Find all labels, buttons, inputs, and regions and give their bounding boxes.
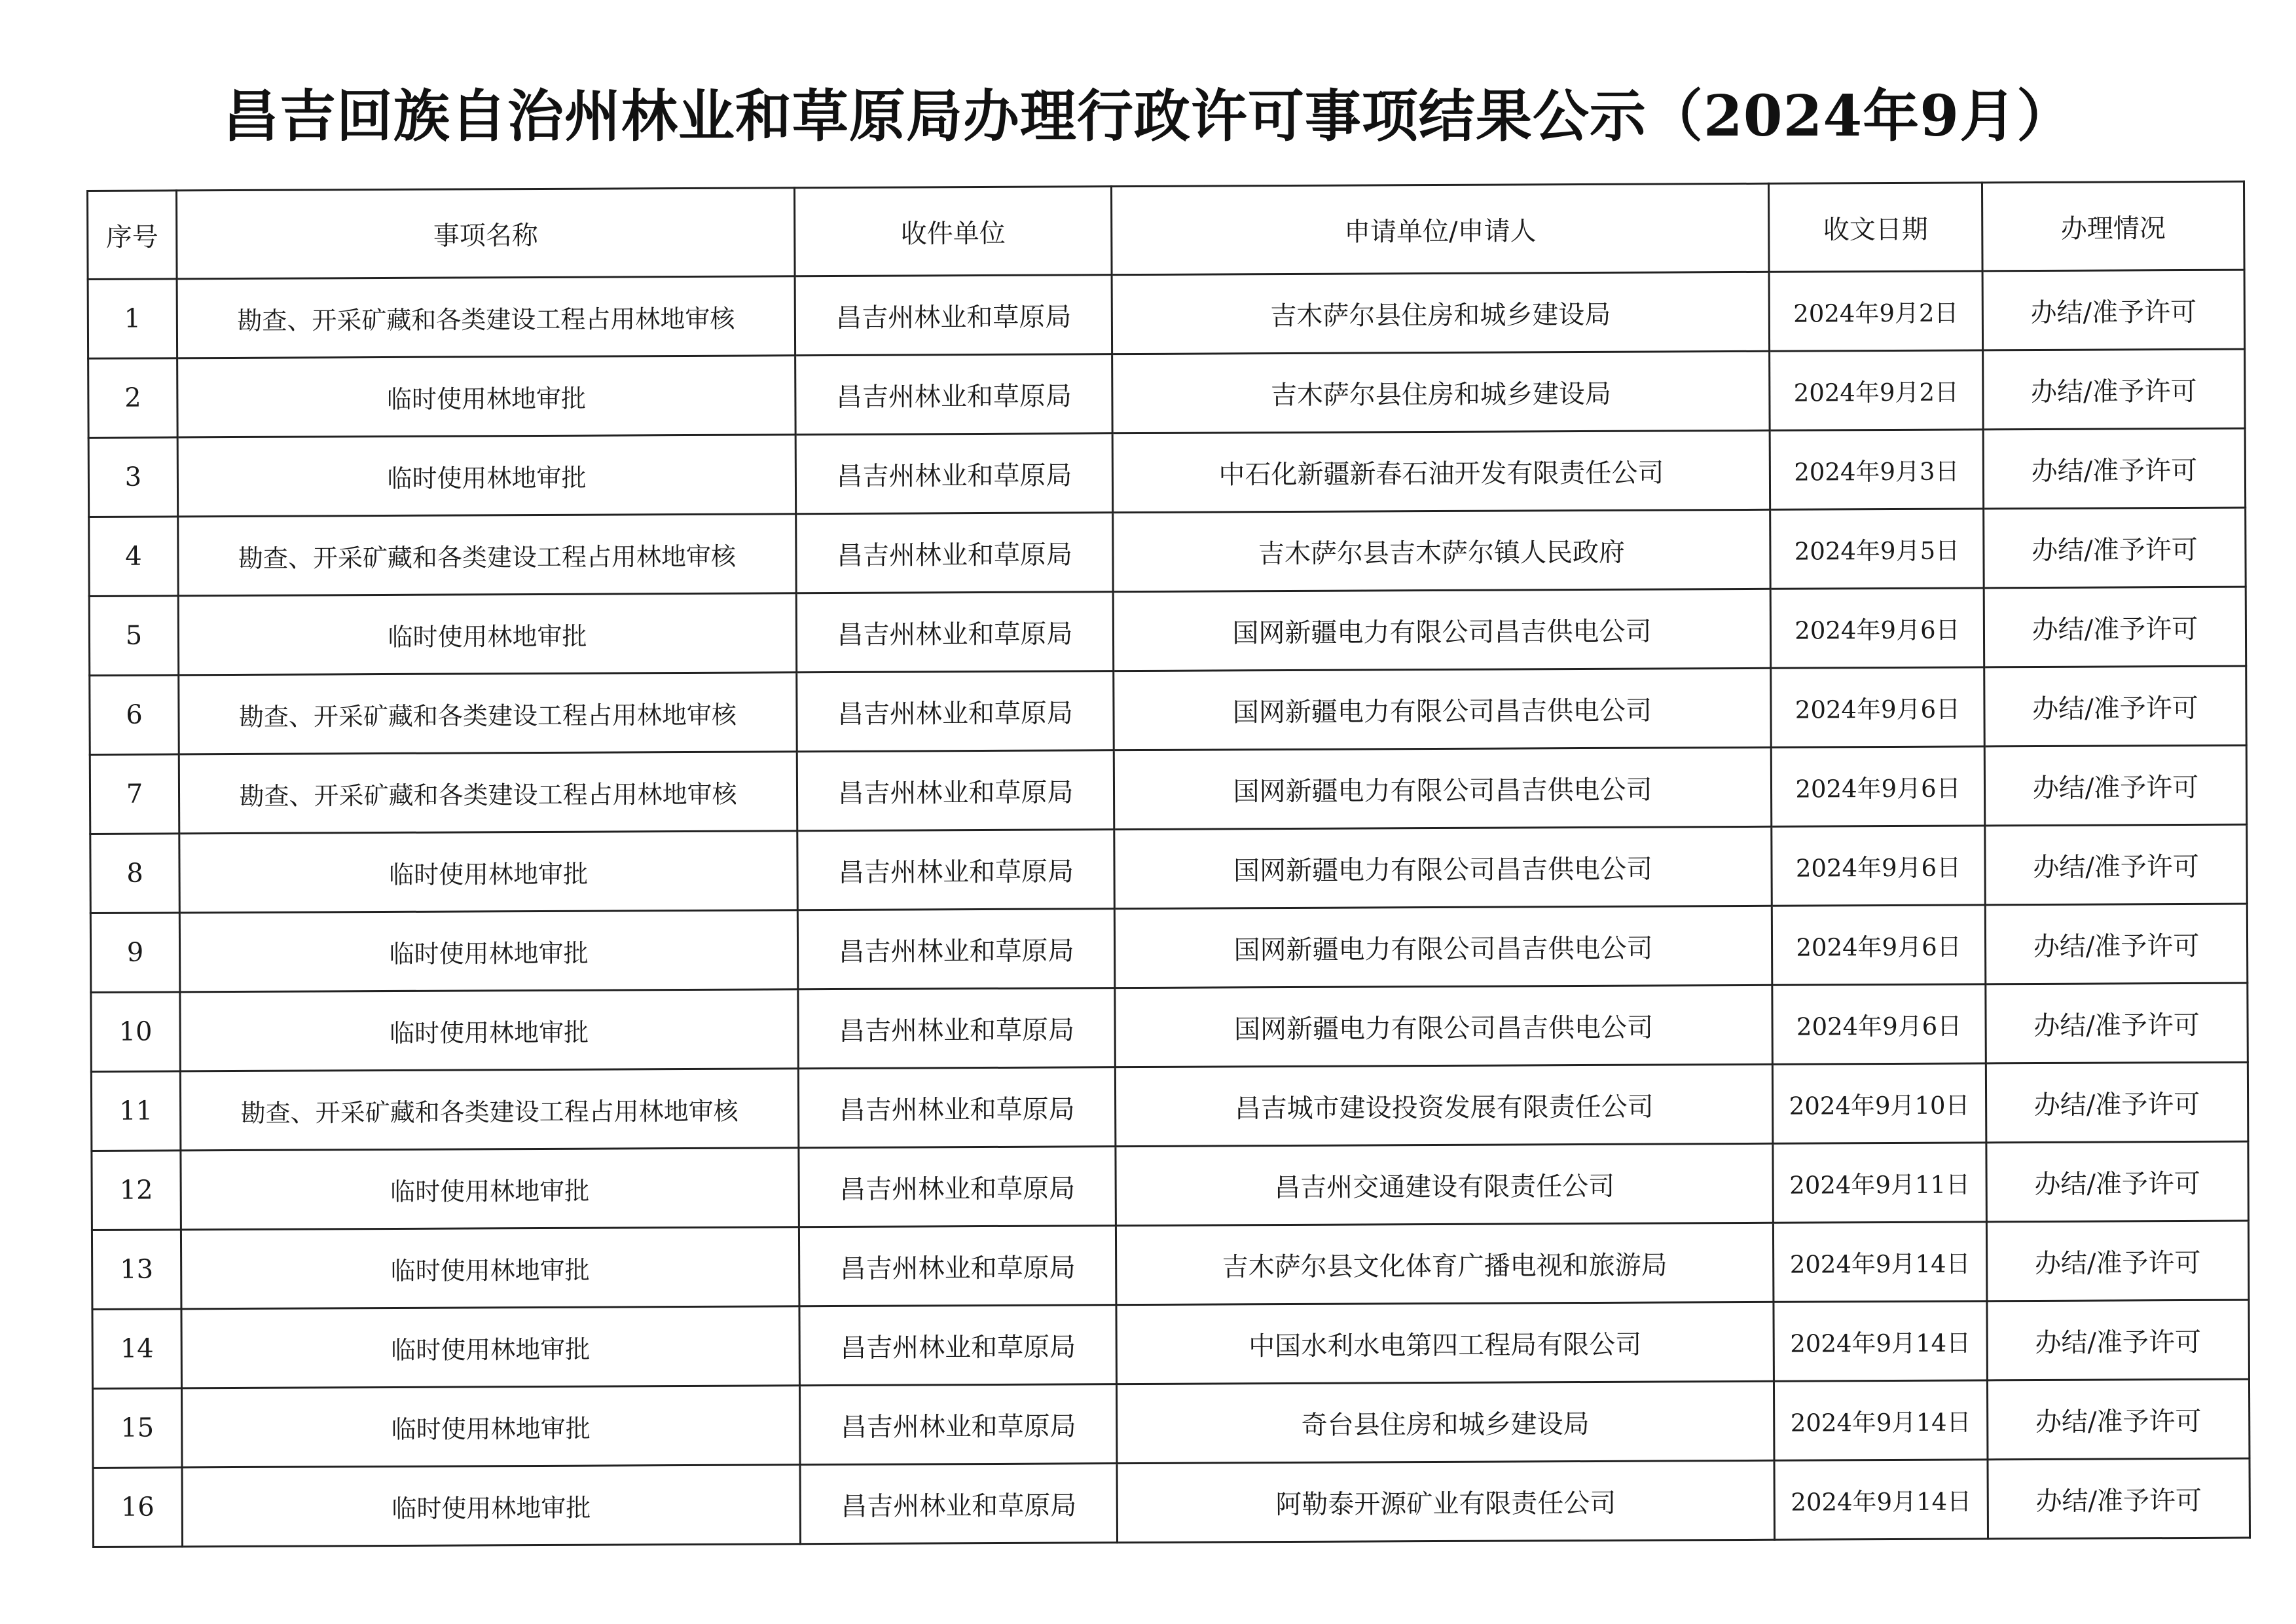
cell-item-name: 勘查、开采矿藏和各类建设工程占用林地审核	[178, 514, 797, 596]
cell-status: 办结/准予许可	[1984, 507, 2246, 588]
cell-receiver: 昌吉州林业和草原局	[798, 988, 1116, 1069]
table-row	[91, 983, 2248, 1071]
cell-applicant: 中国水利水电第四工程局有限公司	[1116, 1302, 1774, 1384]
table-row	[88, 428, 2245, 517]
table-row	[90, 824, 2247, 913]
cell-receiver: 昌吉州林业和草原局	[799, 1384, 1117, 1465]
table-row	[89, 587, 2246, 675]
table-row	[91, 1062, 2248, 1151]
cell-seq: 10	[91, 992, 181, 1072]
cell-item-name: 临时使用林地审批	[181, 1148, 799, 1230]
cell-receiver: 昌吉州林业和草原局	[799, 1147, 1116, 1227]
cell-date: 2024年9月6日	[1772, 826, 1986, 906]
cell-date: 2024年9月3日	[1770, 430, 1984, 509]
table-row	[89, 507, 2246, 596]
table-row	[93, 1458, 2250, 1547]
cell-receiver: 昌吉州林业和草原局	[795, 354, 1113, 435]
cell-date: 2024年9月14日	[1774, 1301, 1988, 1381]
cell-status: 办结/准予许可	[1983, 349, 2246, 430]
cell-applicant: 吉木萨尔县住房和城乡建设局	[1112, 351, 1770, 433]
cell-item-name: 临时使用林地审批	[181, 1227, 799, 1309]
cell-status: 办结/准予许可	[1984, 745, 2247, 826]
cell-status: 办结/准予许可	[1984, 587, 2246, 667]
table-row	[88, 270, 2244, 358]
cell-receiver: 昌吉州林业和草原局	[799, 1226, 1116, 1306]
cell-status: 办结/准予许可	[1982, 270, 2245, 350]
header-date: 收文日期	[1768, 183, 1982, 272]
cell-seq: 1	[88, 279, 177, 359]
permit-results-table	[86, 181, 2251, 1548]
cell-applicant: 国网新疆电力有限公司昌吉供电公司	[1113, 589, 1771, 671]
table-header-row	[88, 181, 2245, 279]
cell-receiver: 昌吉州林业和草原局	[797, 750, 1114, 831]
cell-date: 2024年9月14日	[1774, 1380, 1988, 1460]
cell-date: 2024年9月6日	[1771, 747, 1985, 826]
cell-item-name: 勘查、开采矿藏和各类建设工程占用林地审核	[177, 276, 795, 358]
cell-seq: 7	[90, 754, 179, 834]
table-row	[92, 1221, 2248, 1309]
cell-seq: 11	[91, 1071, 181, 1151]
cell-date: 2024年9月11日	[1773, 1143, 1987, 1223]
cell-receiver: 昌吉州林业和草原局	[798, 1067, 1116, 1148]
cell-seq: 8	[90, 834, 180, 913]
cell-date: 2024年9月10日	[1772, 1063, 1986, 1143]
cell-item-name: 临时使用林地审批	[179, 831, 798, 913]
header-item-name: 事项名称	[177, 188, 795, 279]
cell-item-name: 临时使用林地审批	[177, 356, 796, 437]
cell-status: 办结/准予许可	[1987, 1300, 2250, 1380]
cell-applicant: 国网新疆电力有限公司昌吉供电公司	[1115, 985, 1773, 1067]
header-seq: 序号	[88, 191, 177, 280]
cell-receiver: 昌吉州林业和草原局	[795, 434, 1113, 514]
header-applicant: 申请单位/申请人	[1111, 183, 1769, 274]
cell-item-name: 勘查、开采矿藏和各类建设工程占用林地审核	[180, 1069, 799, 1151]
cell-receiver: 昌吉州林业和草原局	[796, 592, 1114, 673]
cell-item-name: 勘查、开采矿藏和各类建设工程占用林地审核	[179, 673, 797, 754]
cell-receiver: 昌吉州林业和草原局	[797, 909, 1115, 989]
cell-status: 办结/准予许可	[1983, 428, 2246, 509]
cell-seq: 9	[90, 913, 180, 993]
cell-applicant: 吉木萨尔县吉木萨尔镇人民政府	[1113, 509, 1771, 591]
cell-applicant: 国网新疆电力有限公司昌吉供电公司	[1114, 826, 1772, 908]
cell-applicant: 吉木萨尔县文化体育广播电视和旅游局	[1116, 1223, 1774, 1304]
table-row	[92, 1141, 2248, 1230]
cell-item-name: 临时使用林地审批	[180, 989, 799, 1071]
cell-seq: 16	[93, 1467, 183, 1547]
cell-status: 办结/准予许可	[1988, 1458, 2250, 1539]
cell-item-name: 临时使用林地审批	[181, 1386, 800, 1467]
cell-applicant: 昌吉城市建设投资发展有限责任公司	[1115, 1064, 1773, 1146]
cell-seq: 5	[89, 596, 179, 676]
table-row	[88, 349, 2245, 437]
table-row	[90, 904, 2247, 992]
cell-status: 办结/准予许可	[1986, 1062, 2248, 1143]
cell-status: 办结/准予许可	[1987, 1379, 2250, 1460]
header-status: 办理情况	[1982, 181, 2244, 271]
cell-receiver: 昌吉州林业和草原局	[800, 1464, 1118, 1544]
cell-item-name: 临时使用林地审批	[179, 910, 798, 992]
cell-date: 2024年9月6日	[1772, 984, 1986, 1064]
cell-status: 办结/准予许可	[1986, 1141, 2249, 1222]
cell-receiver: 昌吉州林业和草原局	[795, 275, 1112, 356]
cell-seq: 12	[92, 1151, 181, 1230]
cell-date: 2024年9月6日	[1771, 667, 1985, 747]
cell-applicant: 国网新疆电力有限公司昌吉供电公司	[1114, 668, 1772, 750]
cell-status: 办结/准予许可	[1985, 824, 2248, 905]
cell-item-name: 临时使用林地审批	[177, 435, 796, 517]
cell-seq: 6	[90, 675, 179, 755]
cell-applicant: 奇台县住房和城乡建设局	[1116, 1381, 1774, 1463]
cell-date: 2024年9月2日	[1769, 271, 1983, 351]
cell-receiver: 昌吉州林业和草原局	[799, 1305, 1117, 1386]
table-row	[92, 1300, 2249, 1388]
cell-date: 2024年9月14日	[1774, 1460, 1988, 1540]
cell-status: 办结/准予许可	[1985, 904, 2248, 984]
cell-seq: 13	[92, 1230, 181, 1310]
cell-applicant: 国网新疆电力有限公司昌吉供电公司	[1114, 747, 1772, 829]
document-title: 昌吉回族自治州林业和草原局办理行政许可事项结果公示（2024年9月）	[222, 83, 2074, 149]
cell-date: 2024年9月6日	[1770, 588, 1984, 668]
header-receiver: 收件单位	[794, 187, 1112, 276]
cell-seq: 3	[88, 437, 178, 517]
cell-receiver: 昌吉州林业和草原局	[797, 671, 1114, 752]
cell-item-name: 勘查、开采矿藏和各类建设工程占用林地审核	[179, 752, 797, 834]
cell-applicant: 吉木萨尔县住房和城乡建设局	[1112, 272, 1770, 354]
cell-seq: 14	[92, 1309, 182, 1389]
cell-item-name: 临时使用林地审批	[181, 1306, 800, 1388]
cell-date: 2024年9月14日	[1773, 1222, 1987, 1302]
cell-item-name: 临时使用林地审批	[178, 593, 797, 675]
table-row	[90, 745, 2246, 834]
table-row	[92, 1379, 2249, 1467]
cell-date: 2024年9月5日	[1770, 509, 1984, 589]
cell-applicant: 中石化新疆新春石油开发有限责任公司	[1112, 430, 1770, 512]
cell-status: 办结/准予许可	[1986, 1221, 2249, 1301]
cell-seq: 2	[88, 358, 178, 438]
cell-applicant: 国网新疆电力有限公司昌吉供电公司	[1114, 906, 1772, 987]
cell-status: 办结/准予许可	[1984, 666, 2247, 747]
cell-status: 办结/准予许可	[1986, 983, 2248, 1063]
cell-applicant: 阿勒泰开源矿业有限责任公司	[1117, 1460, 1775, 1542]
cell-item-name: 临时使用林地审批	[182, 1465, 801, 1547]
cell-seq: 15	[92, 1388, 182, 1468]
cell-seq: 4	[89, 517, 179, 597]
table-row	[90, 666, 2246, 754]
cell-receiver: 昌吉州林业和草原局	[797, 830, 1115, 910]
cell-applicant: 昌吉州交通建设有限责任公司	[1116, 1143, 1774, 1225]
cell-date: 2024年9月2日	[1770, 350, 1984, 430]
cell-date: 2024年9月6日	[1772, 905, 1986, 985]
cell-receiver: 昌吉州林业和草原局	[796, 513, 1114, 593]
